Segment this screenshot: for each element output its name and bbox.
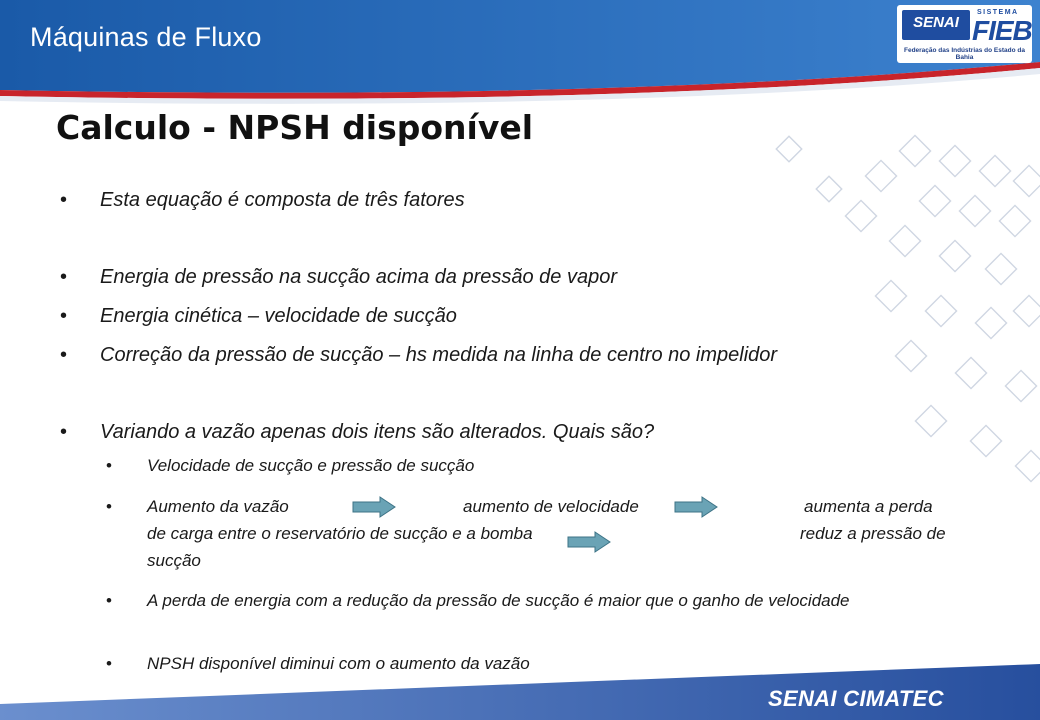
slide-title: Calculo - NPSH disponível — [56, 108, 534, 147]
bullet-pressure-correction: Correção da pressão de sucção – hs medida na linha de centro no impelidor — [100, 344, 778, 366]
bullet-marker: • — [60, 189, 68, 211]
bullet-pressure-energy: Energia de pressão na sucção acima da pressão de vapor — [100, 266, 617, 288]
sub-bullet-velocity-increase: aumento de velocidade — [463, 497, 639, 516]
logo-senai-text: SENAI — [913, 14, 959, 31]
right-arrow-icon — [567, 531, 611, 553]
footer-brand: SENAI CIMATEC — [768, 686, 944, 711]
sub-bullet-marker: • — [106, 456, 112, 475]
sub-bullet-flow-increase: Aumento da vazão — [147, 497, 289, 516]
bullet-marker: • — [60, 305, 68, 327]
bullet-marker: • — [60, 421, 68, 443]
right-arrow-icon — [674, 496, 718, 518]
sub-bullet-velocity-pressure: Velocidade de sucção e pressão de sucção — [147, 456, 475, 475]
logo-caption: Federação das Indústrias do Estado da Bahia — [903, 47, 1025, 61]
logo-sistema-text: SISTEMA — [977, 9, 1019, 16]
sub-bullet-suction-word: sucção — [147, 551, 201, 570]
sub-bullet-loss-increase: aumenta a perda — [804, 497, 933, 516]
sub-bullet-marker: • — [106, 654, 112, 673]
diamond-shape — [776, 135, 1040, 481]
sub-bullet-marker: • — [106, 497, 112, 516]
header-title: Máquinas de Fluxo — [30, 22, 262, 52]
sub-bullet-marker: • — [106, 591, 112, 610]
sub-bullet-load-loss: de carga entre o reservatório de sucção e a bomba — [147, 524, 533, 543]
bullet-equation-factors: Esta equação é composta de três fatores — [100, 189, 465, 211]
bullet-marker: • — [60, 266, 68, 288]
logo-fieb-text: FIEB — [972, 15, 1032, 46]
right-arrow-icon — [352, 496, 396, 518]
bullet-marker: • — [60, 344, 68, 366]
senai-fieb-logo — [897, 5, 1032, 63]
decorative-diamonds — [776, 135, 1040, 481]
sub-bullet-pressure-reduction: reduz a pressão de — [800, 524, 946, 543]
bullet-kinetic-energy: Energia cinética – velocidade de sucção — [100, 305, 457, 327]
sub-bullet-npsh-decrease: NPSH disponível diminui com o aumento da vazão — [147, 654, 530, 673]
sub-bullet-energy-loss: A perda de energia com a redução da pressão de sucção é maior que o ganho de velocidade — [147, 591, 850, 610]
bullet-flow-variation: Variando a vazão apenas dois itens são alterados. Quais são? — [100, 421, 655, 443]
